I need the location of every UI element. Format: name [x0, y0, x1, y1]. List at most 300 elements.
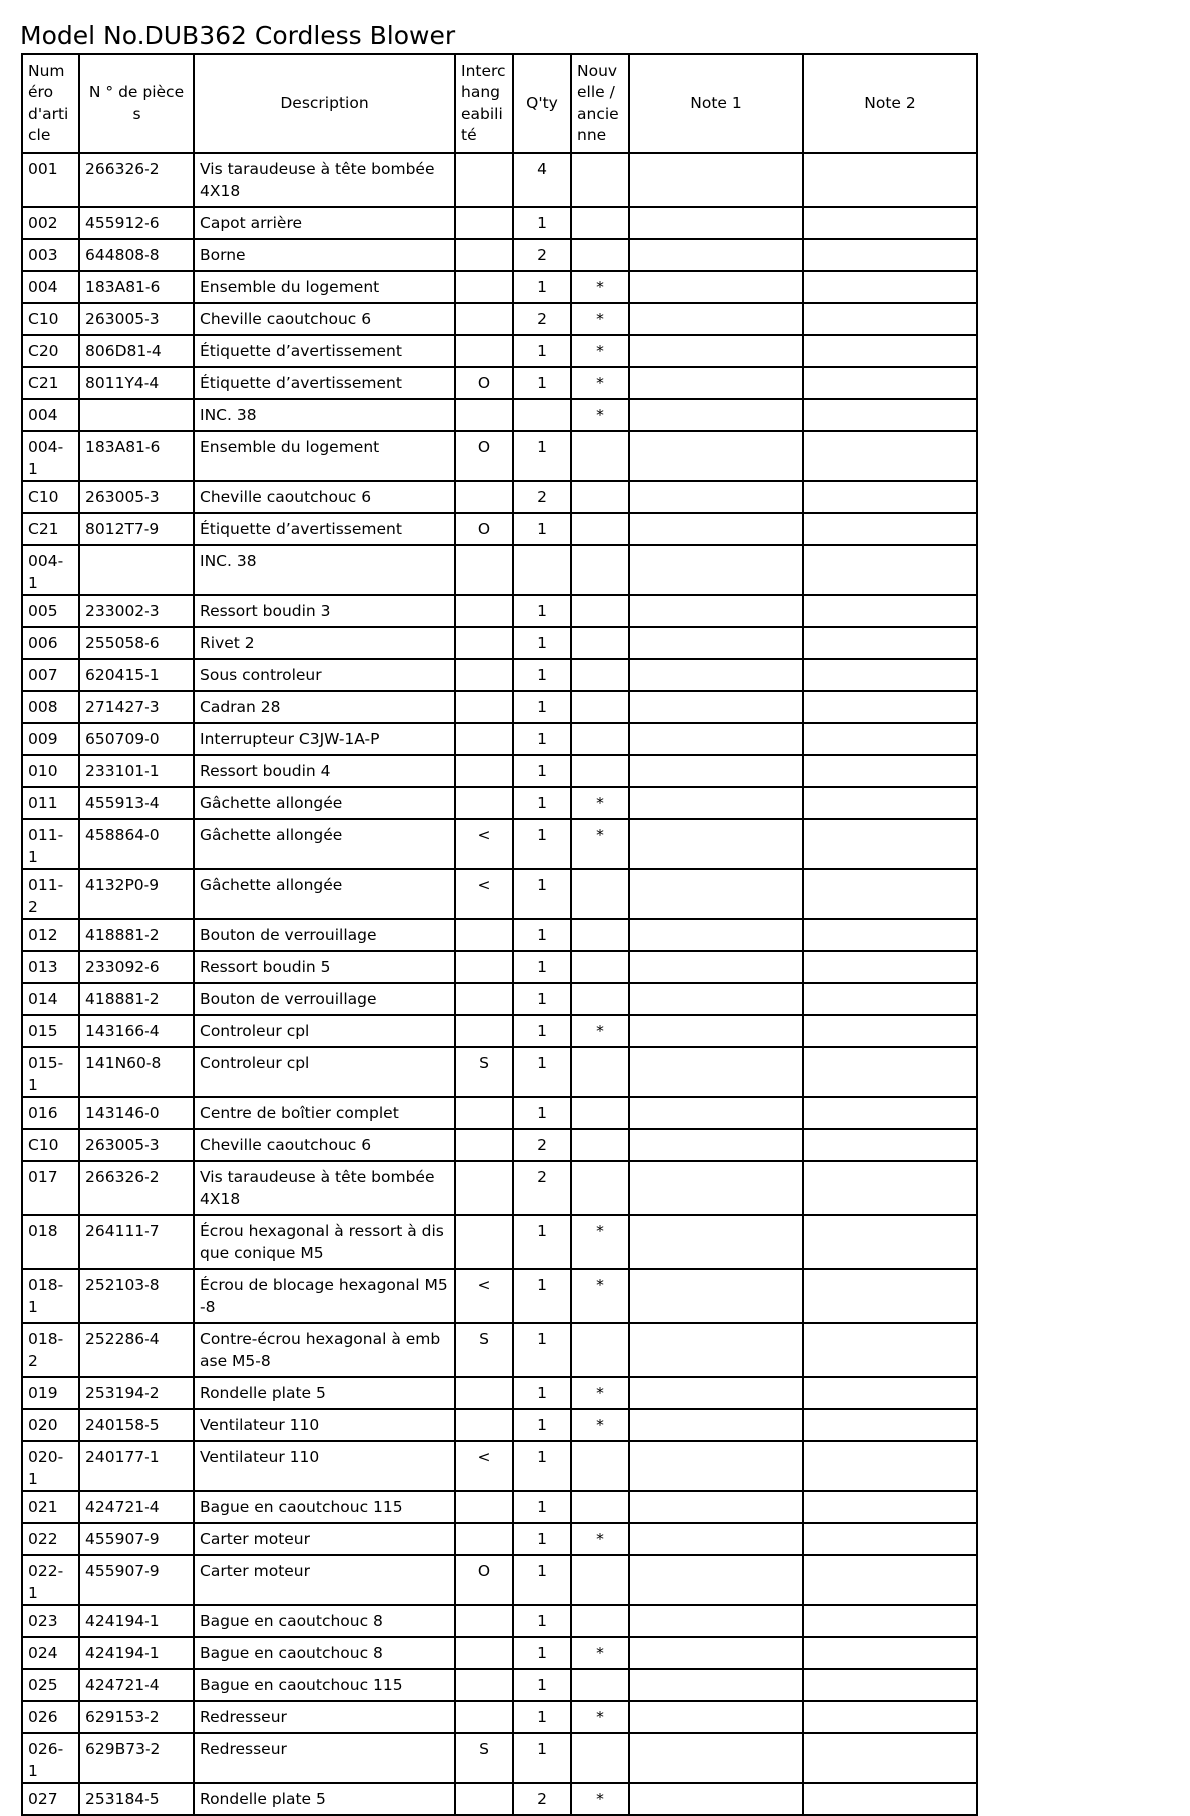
table-row	[22, 513, 977, 545]
cell-new-old: *	[571, 1269, 629, 1323]
cell-note-1	[629, 1161, 803, 1215]
table-row	[22, 1323, 977, 1377]
cell-new-old: *	[571, 399, 629, 431]
cell-description: Écrou hexagonal à ressort à disque conique M5	[194, 1215, 455, 1269]
cell-interchangeability	[455, 1783, 513, 1815]
cell-note-2	[803, 1605, 977, 1637]
cell-part-number: 252286-4	[79, 1323, 194, 1377]
cell-description: Cheville caoutchouc 6	[194, 1129, 455, 1161]
cell-quantity: 1	[513, 691, 571, 723]
cell-quantity: 1	[513, 1523, 571, 1555]
table-row	[22, 595, 977, 627]
cell-quantity: 1	[513, 1701, 571, 1733]
cell-quantity: 2	[513, 481, 571, 513]
cell-part-number: 253194-2	[79, 1377, 194, 1409]
table-header-row	[22, 54, 977, 153]
table-row	[22, 303, 977, 335]
cell-quantity: 2	[513, 1783, 571, 1815]
cell-note-1	[629, 271, 803, 303]
cell-quantity: 2	[513, 239, 571, 271]
header-item-number: Numéro d'article	[22, 54, 79, 153]
cell-part-number: 424721-4	[79, 1669, 194, 1701]
cell-note-1	[629, 1637, 803, 1669]
cell-item-number: 026-1	[22, 1733, 79, 1783]
table-row	[22, 819, 977, 869]
cell-note-1	[629, 481, 803, 513]
cell-item-number: 011	[22, 787, 79, 819]
cell-new-old	[571, 983, 629, 1015]
cell-description: Bouton de verrouillage	[194, 919, 455, 951]
table-row	[22, 1783, 977, 1815]
cell-quantity: 2	[513, 1129, 571, 1161]
cell-description: Cheville caoutchouc 6	[194, 303, 455, 335]
table-row	[22, 271, 977, 303]
cell-part-number: 424194-1	[79, 1637, 194, 1669]
cell-quantity: 1	[513, 1441, 571, 1491]
cell-quantity: 1	[513, 1269, 571, 1323]
cell-new-old	[571, 1441, 629, 1491]
cell-description: Redresseur	[194, 1701, 455, 1733]
cell-interchangeability	[455, 545, 513, 595]
cell-interchangeability	[455, 691, 513, 723]
table-row	[22, 545, 977, 595]
cell-new-old	[571, 869, 629, 919]
cell-note-2	[803, 1491, 977, 1523]
cell-note-1	[629, 239, 803, 271]
cell-note-2	[803, 545, 977, 595]
cell-new-old: *	[571, 1523, 629, 1555]
cell-item-number: C10	[22, 481, 79, 513]
cell-note-2	[803, 1015, 977, 1047]
cell-item-number: 010	[22, 755, 79, 787]
cell-interchangeability	[455, 271, 513, 303]
cell-new-old	[571, 1669, 629, 1701]
table-row	[22, 1269, 977, 1323]
cell-note-2	[803, 1733, 977, 1783]
cell-interchangeability: O	[455, 367, 513, 399]
parts-table-body	[22, 153, 977, 1815]
cell-description: Écrou de blocage hexagonal M5-8	[194, 1269, 455, 1323]
cell-item-number: 018-1	[22, 1269, 79, 1323]
cell-quantity: 1	[513, 1377, 571, 1409]
header-part-number: N ° de pièces	[79, 54, 194, 153]
cell-part-number: 263005-3	[79, 1129, 194, 1161]
cell-description: Ensemble du logement	[194, 271, 455, 303]
cell-description: Capot arrière	[194, 207, 455, 239]
cell-interchangeability: O	[455, 431, 513, 481]
cell-quantity: 1	[513, 723, 571, 755]
cell-quantity: 1	[513, 1097, 571, 1129]
cell-item-number: 006	[22, 627, 79, 659]
table-row	[22, 367, 977, 399]
cell-quantity: 1	[513, 869, 571, 919]
cell-note-1	[629, 1269, 803, 1323]
cell-interchangeability	[455, 755, 513, 787]
cell-part-number: 455907-9	[79, 1555, 194, 1605]
cell-item-number: 015-1	[22, 1047, 79, 1097]
cell-new-old: *	[571, 1215, 629, 1269]
cell-description: Cheville caoutchouc 6	[194, 481, 455, 513]
cell-description: Bouton de verrouillage	[194, 983, 455, 1015]
table-row	[22, 1161, 977, 1215]
cell-part-number: 240158-5	[79, 1409, 194, 1441]
cell-note-1	[629, 951, 803, 983]
cell-quantity: 1	[513, 1491, 571, 1523]
cell-item-number: 022-1	[22, 1555, 79, 1605]
cell-description: Redresseur	[194, 1733, 455, 1783]
cell-note-2	[803, 303, 977, 335]
cell-note-2	[803, 207, 977, 239]
cell-part-number: 183A81-6	[79, 271, 194, 303]
cell-quantity: 1	[513, 367, 571, 399]
cell-note-2	[803, 691, 977, 723]
cell-part-number: 266326-2	[79, 153, 194, 207]
cell-quantity: 1	[513, 1015, 571, 1047]
cell-note-1	[629, 659, 803, 691]
cell-new-old	[571, 207, 629, 239]
cell-quantity	[513, 545, 571, 595]
cell-note-1	[629, 1323, 803, 1377]
page-title: Model No.DUB362 Cordless Blower	[20, 21, 456, 50]
cell-new-old	[571, 431, 629, 481]
cell-note-1	[629, 919, 803, 951]
cell-new-old: *	[571, 367, 629, 399]
cell-note-1	[629, 1409, 803, 1441]
table-row	[22, 1637, 977, 1669]
cell-description: Ressort boudin 3	[194, 595, 455, 627]
cell-part-number: 264111-7	[79, 1215, 194, 1269]
cell-interchangeability: S	[455, 1323, 513, 1377]
cell-note-2	[803, 787, 977, 819]
cell-note-1	[629, 755, 803, 787]
cell-description: Ensemble du logement	[194, 431, 455, 481]
cell-note-1	[629, 595, 803, 627]
cell-note-2	[803, 431, 977, 481]
cell-description: Bague en caoutchouc 115	[194, 1669, 455, 1701]
cell-note-2	[803, 627, 977, 659]
cell-interchangeability	[455, 1637, 513, 1669]
cell-note-1	[629, 1555, 803, 1605]
cell-item-number: C20	[22, 335, 79, 367]
cell-item-number: 026	[22, 1701, 79, 1733]
cell-note-2	[803, 869, 977, 919]
cell-new-old: *	[571, 787, 629, 819]
cell-note-1	[629, 869, 803, 919]
cell-quantity: 1	[513, 1047, 571, 1097]
cell-interchangeability: S	[455, 1047, 513, 1097]
cell-note-2	[803, 1409, 977, 1441]
table-row	[22, 691, 977, 723]
cell-note-1	[629, 1605, 803, 1637]
table-row	[22, 1047, 977, 1097]
cell-new-old: *	[571, 1409, 629, 1441]
header-description: Description	[194, 54, 455, 153]
cell-quantity: 1	[513, 1733, 571, 1783]
cell-note-1	[629, 399, 803, 431]
table-row	[22, 1605, 977, 1637]
table-row	[22, 1491, 977, 1523]
cell-new-old	[571, 755, 629, 787]
cell-quantity: 1	[513, 819, 571, 869]
cell-note-1	[629, 819, 803, 869]
cell-item-number: 009	[22, 723, 79, 755]
cell-interchangeability: O	[455, 513, 513, 545]
cell-item-number: 015	[22, 1015, 79, 1047]
cell-new-old	[571, 1555, 629, 1605]
cell-note-2	[803, 399, 977, 431]
table-row	[22, 153, 977, 207]
cell-new-old	[571, 627, 629, 659]
cell-description: Contre-écrou hexagonal à embase M5-8	[194, 1323, 455, 1377]
table-row	[22, 1215, 977, 1269]
cell-interchangeability	[455, 919, 513, 951]
cell-description: Cadran 28	[194, 691, 455, 723]
cell-interchangeability	[455, 1605, 513, 1637]
cell-interchangeability: S	[455, 1733, 513, 1783]
cell-note-2	[803, 367, 977, 399]
cell-note-2	[803, 983, 977, 1015]
table-row	[22, 951, 977, 983]
cell-quantity: 2	[513, 1161, 571, 1215]
cell-item-number: 014	[22, 983, 79, 1015]
table-row	[22, 1129, 977, 1161]
cell-item-number: 020-1	[22, 1441, 79, 1491]
cell-note-1	[629, 627, 803, 659]
cell-item-number: 011-2	[22, 869, 79, 919]
cell-new-old: *	[571, 335, 629, 367]
cell-description: Controleur cpl	[194, 1047, 455, 1097]
cell-item-number: 024	[22, 1637, 79, 1669]
cell-part-number: 458864-0	[79, 819, 194, 869]
cell-new-old	[571, 1733, 629, 1783]
cell-part-number: 143146-0	[79, 1097, 194, 1129]
header-note-2: Note 2	[803, 54, 977, 153]
cell-interchangeability	[455, 1015, 513, 1047]
header-quantity: Q'ty	[513, 54, 571, 153]
cell-new-old: *	[571, 1377, 629, 1409]
cell-note-2	[803, 271, 977, 303]
cell-item-number: C10	[22, 1129, 79, 1161]
cell-quantity: 1	[513, 1637, 571, 1669]
cell-new-old	[571, 545, 629, 595]
cell-interchangeability	[455, 1215, 513, 1269]
cell-item-number: C21	[22, 367, 79, 399]
cell-note-1	[629, 1441, 803, 1491]
cell-note-2	[803, 1669, 977, 1701]
cell-note-1	[629, 207, 803, 239]
cell-note-1	[629, 983, 803, 1015]
cell-part-number	[79, 545, 194, 595]
cell-note-1	[629, 1015, 803, 1047]
cell-quantity: 1	[513, 335, 571, 367]
cell-description: Carter moteur	[194, 1523, 455, 1555]
cell-new-old: *	[571, 271, 629, 303]
cell-new-old	[571, 1323, 629, 1377]
header-note-1: Note 1	[629, 54, 803, 153]
cell-note-1	[629, 431, 803, 481]
cell-note-1	[629, 1097, 803, 1129]
cell-item-number: C10	[22, 303, 79, 335]
cell-part-number	[79, 399, 194, 431]
cell-new-old	[571, 1129, 629, 1161]
cell-description: Gâchette allongée	[194, 819, 455, 869]
cell-part-number: 629153-2	[79, 1701, 194, 1733]
cell-part-number: 253184-5	[79, 1783, 194, 1815]
cell-new-old	[571, 1605, 629, 1637]
cell-note-1	[629, 513, 803, 545]
cell-interchangeability: O	[455, 1555, 513, 1605]
cell-note-2	[803, 1783, 977, 1815]
cell-part-number: 629B73-2	[79, 1733, 194, 1783]
table-row	[22, 1441, 977, 1491]
cell-part-number: 252103-8	[79, 1269, 194, 1323]
table-row	[22, 335, 977, 367]
cell-note-1	[629, 1215, 803, 1269]
cell-part-number: 143166-4	[79, 1015, 194, 1047]
cell-description: Rondelle plate 5	[194, 1783, 455, 1815]
cell-new-old: *	[571, 303, 629, 335]
cell-part-number: 183A81-6	[79, 431, 194, 481]
cell-note-1	[629, 1733, 803, 1783]
cell-part-number: 266326-2	[79, 1161, 194, 1215]
table-row	[22, 1733, 977, 1783]
cell-note-1	[629, 153, 803, 207]
cell-new-old: *	[571, 1015, 629, 1047]
cell-description: Interrupteur C3JW-1A-P	[194, 723, 455, 755]
cell-quantity: 1	[513, 1323, 571, 1377]
cell-new-old: *	[571, 1783, 629, 1815]
cell-quantity: 1	[513, 207, 571, 239]
cell-note-1	[629, 691, 803, 723]
cell-note-2	[803, 723, 977, 755]
cell-description: INC. 38	[194, 399, 455, 431]
table-row	[22, 481, 977, 513]
cell-quantity: 1	[513, 983, 571, 1015]
cell-note-1	[629, 335, 803, 367]
cell-part-number: 8012T7-9	[79, 513, 194, 545]
cell-description: Bague en caoutchouc 8	[194, 1637, 455, 1669]
cell-item-number: 005	[22, 595, 79, 627]
cell-item-number: 018-2	[22, 1323, 79, 1377]
cell-description: Ressort boudin 5	[194, 951, 455, 983]
cell-interchangeability	[455, 787, 513, 819]
table-row	[22, 399, 977, 431]
cell-note-1	[629, 1783, 803, 1815]
cell-quantity: 1	[513, 271, 571, 303]
cell-description: Étiquette d’avertissement	[194, 335, 455, 367]
table-row	[22, 1015, 977, 1047]
cell-new-old	[571, 659, 629, 691]
cell-note-2	[803, 1523, 977, 1555]
cell-item-number: 021	[22, 1491, 79, 1523]
table-row	[22, 207, 977, 239]
cell-item-number: 025	[22, 1669, 79, 1701]
table-row	[22, 1555, 977, 1605]
cell-part-number: 233101-1	[79, 755, 194, 787]
cell-new-old	[571, 513, 629, 545]
cell-quantity: 4	[513, 153, 571, 207]
table-row	[22, 723, 977, 755]
cell-interchangeability	[455, 951, 513, 983]
cell-note-2	[803, 819, 977, 869]
cell-new-old	[571, 723, 629, 755]
cell-item-number: 019	[22, 1377, 79, 1409]
header-new-old: Nouvelle / ancienne	[571, 54, 629, 153]
cell-new-old	[571, 595, 629, 627]
cell-note-2	[803, 1377, 977, 1409]
cell-part-number: 650709-0	[79, 723, 194, 755]
cell-item-number: 013	[22, 951, 79, 983]
cell-part-number: 418881-2	[79, 983, 194, 1015]
cell-item-number: 011-1	[22, 819, 79, 869]
cell-quantity: 1	[513, 919, 571, 951]
cell-quantity: 1	[513, 513, 571, 545]
cell-description: Étiquette d’avertissement	[194, 513, 455, 545]
cell-new-old	[571, 691, 629, 723]
cell-note-2	[803, 919, 977, 951]
cell-item-number: C21	[22, 513, 79, 545]
table-row	[22, 1097, 977, 1129]
table-row	[22, 869, 977, 919]
cell-interchangeability	[455, 1701, 513, 1733]
cell-note-2	[803, 595, 977, 627]
cell-note-1	[629, 1377, 803, 1409]
cell-part-number: 271427-3	[79, 691, 194, 723]
cell-new-old	[571, 239, 629, 271]
table-row	[22, 1669, 977, 1701]
cell-note-2	[803, 1129, 977, 1161]
cell-new-old: *	[571, 819, 629, 869]
table-row	[22, 239, 977, 271]
cell-description: Borne	[194, 239, 455, 271]
cell-note-1	[629, 1669, 803, 1701]
cell-item-number: 020	[22, 1409, 79, 1441]
cell-note-2	[803, 1161, 977, 1215]
cell-part-number: 233002-3	[79, 595, 194, 627]
header-interchangeability: Interchangeabilité	[455, 54, 513, 153]
cell-part-number: 255058-6	[79, 627, 194, 659]
table-row	[22, 919, 977, 951]
cell-note-2	[803, 153, 977, 207]
cell-interchangeability: <	[455, 819, 513, 869]
cell-part-number: 644808-8	[79, 239, 194, 271]
cell-new-old: *	[571, 1637, 629, 1669]
table-row	[22, 983, 977, 1015]
cell-item-number: 004-1	[22, 545, 79, 595]
cell-quantity	[513, 399, 571, 431]
cell-note-1	[629, 1129, 803, 1161]
cell-description: Carter moteur	[194, 1555, 455, 1605]
cell-interchangeability	[455, 153, 513, 207]
cell-note-2	[803, 1323, 977, 1377]
cell-part-number: 418881-2	[79, 919, 194, 951]
cell-description: Vis taraudeuse à tête bombée 4X18	[194, 153, 455, 207]
cell-interchangeability	[455, 1669, 513, 1701]
cell-description: Gâchette allongée	[194, 869, 455, 919]
cell-item-number: 017	[22, 1161, 79, 1215]
cell-interchangeability	[455, 1097, 513, 1129]
cell-part-number: 455913-4	[79, 787, 194, 819]
cell-quantity: 1	[513, 1409, 571, 1441]
cell-part-number: 424721-4	[79, 1491, 194, 1523]
cell-part-number: 806D81-4	[79, 335, 194, 367]
cell-description: Controleur cpl	[194, 1015, 455, 1047]
cell-note-1	[629, 303, 803, 335]
cell-note-1	[629, 367, 803, 399]
cell-interchangeability	[455, 1409, 513, 1441]
cell-interchangeability	[455, 983, 513, 1015]
cell-note-1	[629, 1491, 803, 1523]
